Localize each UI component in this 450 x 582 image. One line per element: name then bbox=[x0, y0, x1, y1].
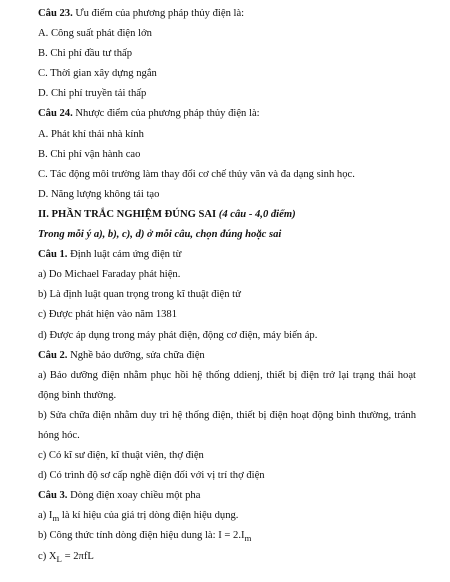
statement-c: c) Được phát hiện vào năm 1381 bbox=[38, 309, 178, 321]
subscript: L bbox=[56, 553, 62, 564]
document-page bbox=[38, 4, 416, 567]
option-c: C. Tác động môi trường làm thay đổi cơ chế thủy văn và đa dạng sinh học. bbox=[38, 168, 355, 180]
question-text: Nghề bảo dưỡng, sửa chữa điện bbox=[67, 349, 205, 361]
subscript: m bbox=[244, 533, 252, 544]
question-label: Câu 1. bbox=[38, 249, 68, 261]
statement-c: c) Có kĩ sư điện, kĩ thuật viên, thợ điện bbox=[38, 450, 204, 462]
statement-a: a) Do Michael Faraday phát hiện. bbox=[38, 269, 181, 281]
statement-c-text-rest: = 2πfL bbox=[61, 550, 94, 562]
question-label: Câu 23. bbox=[38, 8, 73, 19]
statement-b bbox=[38, 526, 416, 546]
option-a: A. Phát khí thải nhà kính bbox=[38, 128, 144, 140]
question-23 bbox=[38, 4, 416, 24]
statement-b: b) Sửa chữa điện nhằm duy trì hệ thống điện, thiết bị điện hoạt động bình thường, tránh hỏng hóc. bbox=[38, 409, 416, 441]
question-label: Câu 3. bbox=[38, 490, 68, 502]
option-a: A. Công suất phát điện lớn bbox=[38, 28, 152, 40]
statement-b-text: b) Công thức tính dòng điện hiệu dung là: I = 2.I bbox=[38, 530, 245, 542]
statement-c-text: c) X bbox=[38, 550, 57, 562]
tf-question-1 bbox=[38, 245, 416, 265]
statement-a-text-rest: là kí hiệu của giá trị dòng điện hiệu dụng. bbox=[59, 510, 239, 522]
section-instruction: Trong mỗi ý a), b), c), d) ở mỗi câu, chọn đúng hoặc sai bbox=[38, 229, 282, 241]
section-heading: II. PHẦN TRẮC NGHIỆM ĐÚNG SAI bbox=[38, 208, 217, 220]
statement-a-text: a) I bbox=[38, 510, 53, 522]
question-text: Nhược điểm của phương pháp thủy điện là: bbox=[72, 108, 260, 120]
tf-question-2 bbox=[38, 346, 416, 366]
section-title bbox=[38, 205, 416, 225]
question-label: Câu 24. bbox=[38, 108, 73, 120]
subscript: m bbox=[52, 513, 60, 524]
statement-a bbox=[38, 506, 416, 526]
tf-question-3 bbox=[38, 486, 416, 506]
option-d: D. Năng lượng không tái tạo bbox=[38, 188, 160, 200]
statement-d: d) Có trình độ sơ cấp nghề điện đối với vị trí thợ điện bbox=[38, 470, 265, 482]
question-text: Định luật cảm ứng điện từ bbox=[67, 249, 182, 261]
statement-a: a) Bảo dưỡng điện nhằm phục hồi hệ thống ddienj, thiết bị điện trở lại trạng thái hoạt động bình thường. bbox=[38, 369, 416, 401]
question-24 bbox=[38, 104, 416, 124]
option-c: C. Thời gian xây dựng ngắn bbox=[38, 68, 157, 80]
question-text: Dòng điện xoay chiều một pha bbox=[67, 490, 201, 502]
statement-c bbox=[38, 547, 416, 567]
section-score-note: (4 câu - 4,0 điểm) bbox=[216, 208, 296, 220]
option-d: D. Chi phí truyền tải thấp bbox=[38, 88, 147, 100]
question-text: Ưu điểm của phương pháp thủy điện là: bbox=[72, 8, 245, 19]
question-label: Câu 2. bbox=[38, 349, 68, 361]
statement-b: b) Là định luật quan trọng trong kĩ thuật điện tử bbox=[38, 289, 241, 301]
statement-d: d) Được áp dụng trong máy phát điện, động cơ điện, máy biến áp. bbox=[38, 329, 318, 341]
option-b: B. Chi phí đầu tư thấp bbox=[38, 48, 133, 60]
option-b: B. Chi phí vận hành cao bbox=[38, 148, 141, 160]
